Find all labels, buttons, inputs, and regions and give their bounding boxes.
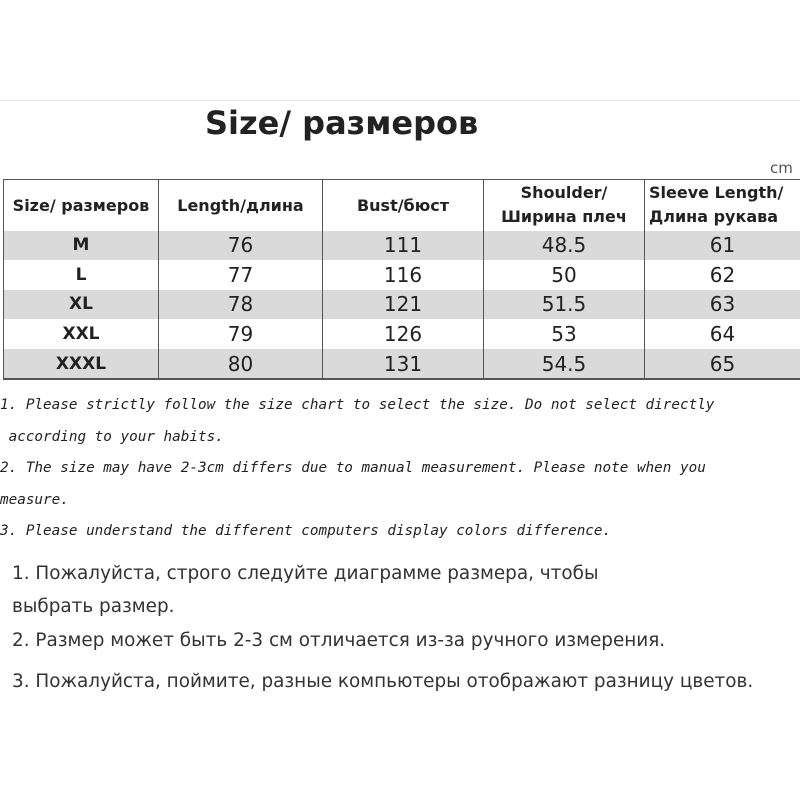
page-title: Size/ размеров (205, 104, 479, 142)
bust-cell: 121 (323, 290, 484, 320)
shoulder-cell: 48.5 (484, 231, 645, 261)
top-divider (0, 100, 800, 101)
sleeve-length-cell: 62 (645, 260, 800, 290)
english-notes (0, 390, 800, 548)
column-header-shoulder (484, 180, 645, 231)
size-cell: M (4, 231, 159, 261)
sleeve-length-cell: 65 (645, 349, 800, 379)
column-header-shoulder-line1: Shoulder/ (520, 183, 608, 202)
note-en-2b: measure. (0, 491, 69, 508)
length-cell: 80 (159, 349, 323, 379)
bust-cell: 126 (323, 319, 484, 349)
size-cell: XXL (4, 319, 159, 349)
size-cell: XXXL (4, 349, 159, 379)
note-ru-3: 3. Пожалуйста, поймите, разные компьютеры отображают разницу цветов. (12, 671, 754, 692)
column-header-size: Size/ размеров (4, 180, 159, 231)
column-header-shoulder-line2: Ширина плеч (501, 207, 627, 226)
note-en-1b: according to your habits. (0, 428, 224, 445)
note-en-1a: 1. Please strictly follow the size chart to select the size. Do not select directly (0, 397, 715, 413)
column-header-sleeve-line1: Sleeve Length/ (649, 183, 784, 202)
column-header-sleeve-length (645, 180, 800, 231)
size-cell: XL (4, 290, 159, 320)
length-cell: 76 (159, 231, 323, 261)
note-en-2a: 2. The size may have 2-3cm differs due to manual measurement. Please note when you (0, 460, 706, 476)
length-cell: 79 (159, 319, 323, 349)
bust-cell: 111 (323, 231, 484, 261)
note-ru-2: 2. Размер может быть 2-3 см отличается из-за ручного измерения. (12, 630, 666, 651)
note-ru-1a: 1. Пожалуйста, строго следуйте диаграмме размера, чтобы (12, 563, 599, 584)
sleeve-length-cell: 63 (645, 290, 800, 320)
table-row (4, 290, 800, 320)
column-header-length: Length/длина (159, 180, 323, 231)
note-en-3: 3. Please understand the different computers display colors difference. (0, 523, 612, 539)
table-row (4, 319, 800, 349)
length-cell: 77 (159, 260, 323, 290)
table-header-row (4, 180, 800, 231)
note-ru-1b: выбрать размер. (12, 596, 175, 617)
column-header-bust: Bust/бюст (323, 180, 484, 231)
bust-cell: 116 (323, 260, 484, 290)
sleeve-length-cell: 61 (645, 231, 800, 261)
shoulder-cell: 54.5 (484, 349, 645, 379)
unit-label: cm (770, 159, 793, 177)
shoulder-cell: 51.5 (484, 290, 645, 320)
bust-cell: 131 (323, 349, 484, 379)
table-row (4, 349, 800, 379)
shoulder-cell: 53 (484, 319, 645, 349)
size-cell: L (4, 260, 159, 290)
size-chart-table (3, 179, 800, 380)
table-row (4, 260, 800, 290)
table-row (4, 231, 800, 261)
column-header-sleeve-line2: Длина рукава (649, 207, 779, 226)
shoulder-cell: 50 (484, 260, 645, 290)
sleeve-length-cell: 64 (645, 319, 800, 349)
length-cell: 78 (159, 290, 323, 320)
